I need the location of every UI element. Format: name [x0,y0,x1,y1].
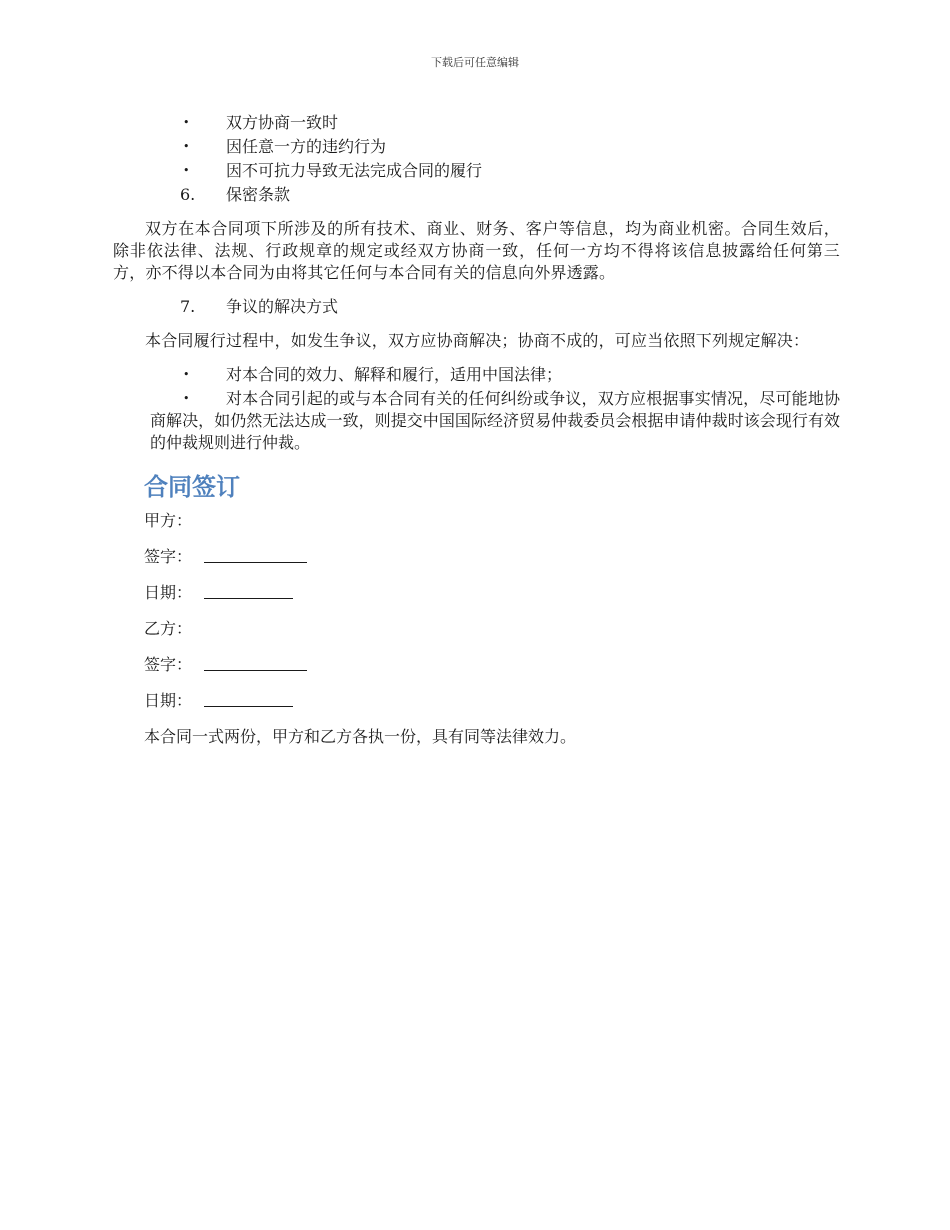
signature-label: 签字： [144,547,193,566]
list-item-text: 对本合同的效力、解释和履行，适用中国法律； [226,365,563,384]
party-a-text: 甲方： [144,511,193,530]
party-a-signature-line [144,546,840,582]
date-label: 日期： [144,691,193,710]
bullet-marker: • [183,116,190,129]
party-b-label [144,618,840,654]
list-item-text: 因任意一方的违约行为 [226,137,387,156]
date-blank[interactable] [204,582,293,599]
page-header: 下载后可任意编辑 [431,56,519,69]
list-item [113,364,840,388]
list-item-text: 因不可抗力导致无法完成合同的履行 [226,161,483,180]
bullet-marker: • [183,140,190,153]
date-label: 日期： [144,583,193,602]
bullet-marker: • [183,164,190,177]
confidentiality-paragraph: 双方在本合同项下所涉及的所有技术、商业、财务、客户等信息，均为商业机密。合同生效后，除非依法律、法规、行政规章的规定或经双方协商一致，任何一方均不得将该信息披露给任何第三方，亦不得以本合同为由将其它任何与本合同有关的信息向外界透露。 [113,219,840,282]
list-item [113,136,840,160]
list-item-text: 双方协商一致时 [226,113,339,132]
signing-heading: 合同签订 [144,473,240,501]
party-b-date-line [144,690,840,726]
section-title: 争议的解决方式 [226,297,339,316]
signature-blank[interactable] [204,546,307,563]
signature-label: 签字： [144,655,193,674]
section-heading-6 [113,184,840,208]
document-body [113,112,840,748]
dispute-paragraph: 本合同履行过程中，如发生争议，双方应协商解决；协商不成的，可应当依照下列规定解决： [145,331,810,350]
party-b-text: 乙方： [144,619,193,638]
section-title: 保密条款 [226,185,291,204]
party-b-signature-line [144,654,840,690]
closing-statement: 本合同一式两份，甲方和乙方各执一份，具有同等法律效力。 [144,727,577,746]
party-a-label [144,510,840,546]
section-heading-7 [113,296,840,320]
bullet-marker: • [183,392,190,405]
section-number: 6. [180,185,196,204]
list-item [113,388,840,454]
date-blank[interactable] [204,690,293,707]
section-number: 7. [180,297,196,316]
list-item [113,160,840,184]
list-item-text: 对本合同引起的或与本合同有关的任何纠纷或争议，双方应根据事实情况，尽可能地协商解决，如仍然无法达成一致，则提交中国国际经济贸易仲裁委员会根据申请仲裁时该会现行有效的仲裁规则进行仲裁。 [150,389,840,452]
party-a-date-line [144,582,840,618]
bullet-marker: • [183,368,190,381]
list-item [113,112,840,136]
signature-blank[interactable] [204,654,307,671]
